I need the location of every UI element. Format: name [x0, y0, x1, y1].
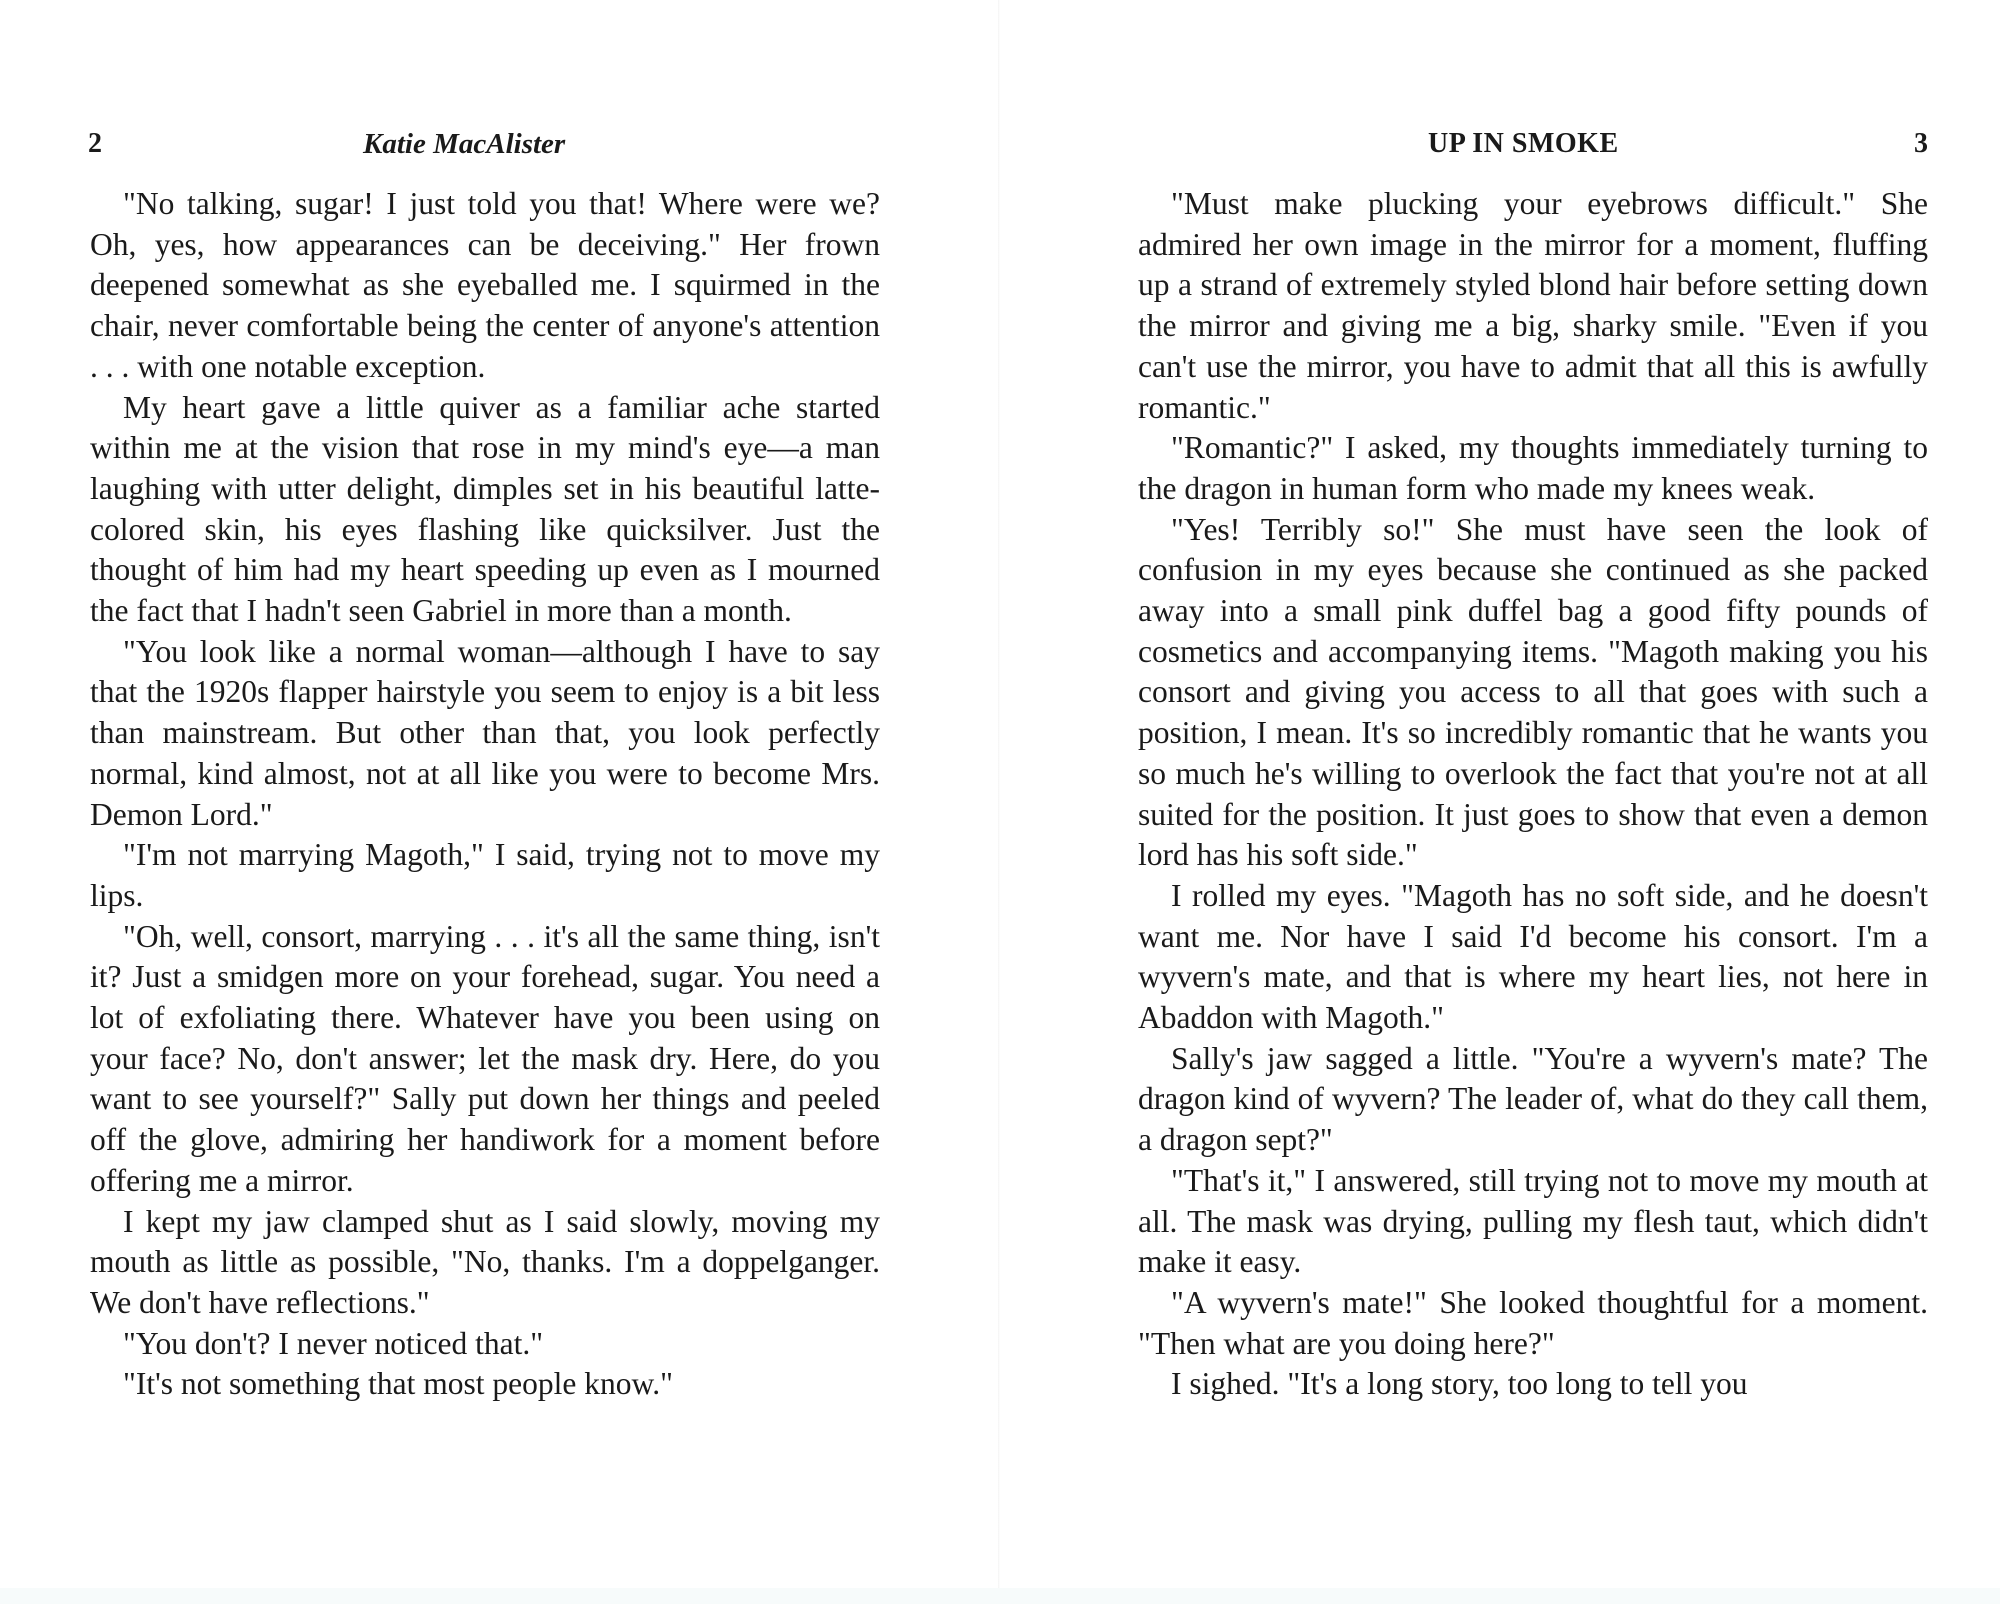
paragraph: "A wyvern's mate!" She looked thoughtful for a moment. "Then what are you doing here?"	[1138, 1284, 1928, 1361]
right-page-number: 3	[1914, 128, 1928, 159]
paragraph: "You don't? I never noticed that."	[123, 1325, 544, 1361]
paragraph: "Yes! Terribly so!" She must have seen the look of confusion in my eyes because she continued as she packed away into a small pink duffel bag a good fifty pounds of cosmetics and accompanying items. "Magoth making you his consort and giving you access to all that goes with such a position, I mean. It's so incredibly romantic that he wants you so much he's willing to overlook the fact that you're not at all suited for the position. It just goes to show that even a demon lord has his soft side."	[1138, 511, 1928, 873]
paragraph: "Romantic?" I asked, my thoughts immediately turning to the dragon in human form who made my knees weak.	[1138, 430, 1928, 506]
paragraph: "That's it," I answered, still trying not to move my mouth at all. The mask was drying, pulling my flesh taut, which didn't make it easy.	[1138, 1162, 1928, 1280]
paragraph: I sighed. "It's a long story, too long to tell you	[1171, 1366, 1748, 1402]
left-page-number: 2	[88, 128, 102, 159]
right-page	[1000, 0, 2000, 1604]
paragraph: Sally's jaw sagged a little. "You're a wyvern's mate? The dragon kind of wyvern? The leader of, what do they call them, a dragon sept?"	[1138, 1040, 1928, 1158]
paragraph: I rolled my eyes. "Magoth has no soft side, and he doesn't want me. Nor have I said I'd become his consort. I'm a wyvern's mate, and that is where my heart lies, not here in Abaddon with Magoth."	[1138, 877, 1928, 1036]
paragraph: "I'm not marrying Magoth," I said, trying not to move my lips.	[90, 837, 880, 913]
left-running-head	[88, 124, 878, 164]
right-running-title: UP IN SMOKE	[1428, 128, 1619, 159]
paragraph: "It's not something that most people know."	[123, 1366, 673, 1402]
scan-bottom-edge	[0, 1588, 2000, 1604]
right-running-head	[1138, 124, 1928, 164]
paragraph: "Must make plucking your eyebrows difficult." She admired her own image in the mirror for a moment, fluffing up a strand of extremely styled blond hair before setting down the mirror and giving me a big, sharky smile. "Even if you can't use the mirror, you have to admit that all this is awfully romantic."	[1138, 186, 1928, 425]
paragraph: My heart gave a little quiver as a familiar ache started within me at the vision that rose in my mind's eye—a man laughing with utter delight, dimples set in his beautiful latte-colored skin, his eyes flashing like quicksilver. Just the thought of him had my heart speeding up even as I mourned the fact that I hadn't seen Gabriel in more than a month.	[90, 389, 880, 629]
paragraph: "Oh, well, consort, marrying . . . it's all the same thing, isn't it? Just a smidgen more on your forehead, sugar. You need a lot of exfoliating there. Whatever have you been using on your face? No, don't answer; let the mask dry. Here, do you want to see yourself?" Sally put down her things and peeled off the glove, admiring her handiwork for a moment before offering me a mirror.	[90, 918, 880, 1198]
paragraph: I kept my jaw clamped shut as I said slowly, moving my mouth as little as possible, "No, thanks. I'm a doppelganger. We don't have reflections."	[90, 1203, 880, 1320]
right-body-text	[1138, 184, 1928, 1405]
paragraph: "No talking, sugar! I just told you that! Where were we? Oh, yes, how appearances can be deceiving." Her frown deepened somewhat as she eyeballed me. I squirmed in the chair, never comfortable being the center of anyone's attention . . . with one notable exception.	[90, 186, 880, 384]
left-running-title: Katie MacAlister	[363, 128, 566, 160]
left-body-text	[90, 184, 880, 1405]
paragraph: "You look like a normal woman—although I have to say that the 1920s flapper hairstyle you seem to enjoy is a bit less than mainstream. But other than that, you look perfectly normal, kind almost, not at all like you were to become Mrs. Demon Lord."	[90, 633, 880, 832]
